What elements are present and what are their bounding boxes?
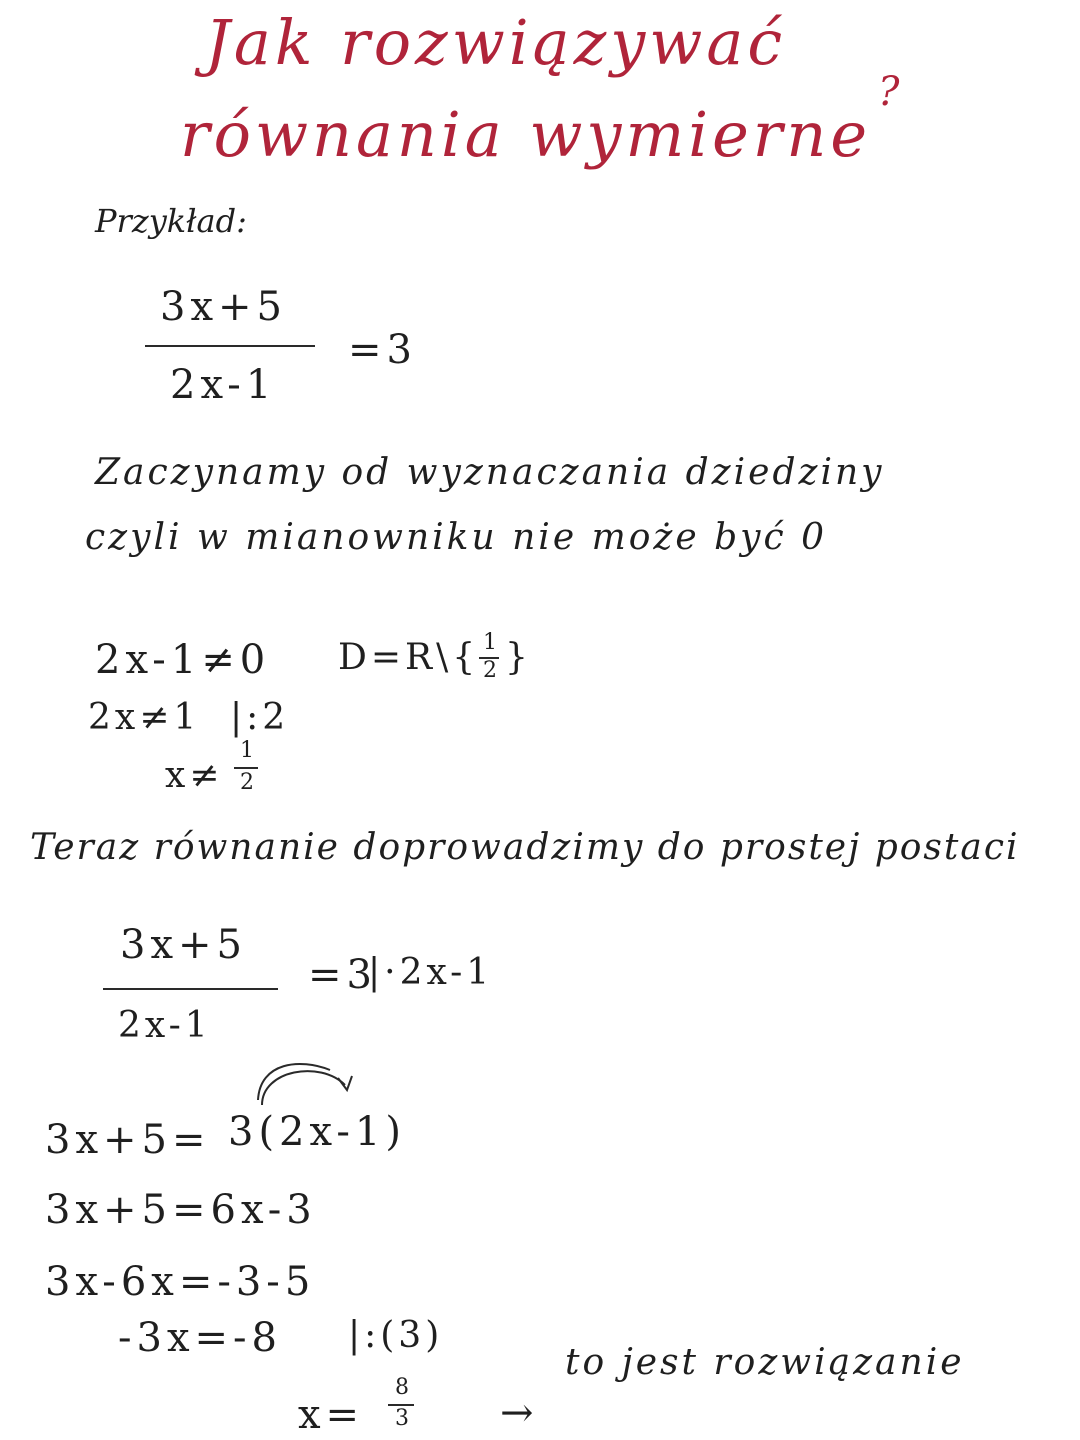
title-question-mark: ? <box>878 69 900 115</box>
domain-set-prefix: D=R\{ <box>338 637 480 678</box>
solution-line-3: 3x-6x=-3-5 <box>45 1259 316 1305</box>
title-line-2: równania wymierne <box>180 98 872 171</box>
domain-set-half-den: 2 <box>483 658 497 683</box>
conclusion-text: to jest rozwiązanie <box>565 1342 965 1383</box>
solution-line-4: -3x=-8 <box>118 1315 283 1361</box>
title-line-1: Jak rozwiązywać <box>205 6 787 79</box>
equation-2-rhs: =3 <box>308 952 377 998</box>
domain-set-half-num: 1 <box>483 630 497 655</box>
paragraph-1-line-1: Zaczynamy od wyznaczania dziedziny <box>95 452 885 493</box>
arrow-icon: → <box>500 1390 539 1436</box>
equation-2-operation: |·2x-1 <box>368 952 494 993</box>
domain-step-2-operation: |:2 <box>230 697 290 738</box>
domain-step-3: x≠ <box>165 755 224 796</box>
equation-2-numerator: 3x+5 <box>120 922 247 968</box>
equation-1-rhs: =3 <box>348 327 417 373</box>
solution-line-4-operation: |:(3) <box>348 1315 444 1356</box>
equation-2-denominator: 2x-1 <box>118 1005 212 1046</box>
domain-step-1: 2x-1≠0 <box>95 637 271 683</box>
result-denominator: 3 <box>395 1406 409 1431</box>
paragraph-1-line-2: czyli w mianowniku nie może być 0 <box>85 517 827 558</box>
domain-step-2: 2x≠1 <box>88 697 201 738</box>
domain-set-close: } <box>505 637 532 678</box>
domain-step-3-half-num: 1 <box>240 738 254 763</box>
equation-1-denominator: 2x-1 <box>170 362 277 408</box>
solution-line-1-lhs: 3x+5= <box>45 1117 211 1163</box>
example-label: Przykład: <box>95 202 247 240</box>
paragraph-2: Teraz równanie doprowadzimy do prostej postaci <box>30 827 1020 868</box>
result-numerator: 8 <box>395 1375 409 1400</box>
solution-line-5: x= <box>298 1392 365 1438</box>
equation-1-numerator: 3x+5 <box>160 284 287 330</box>
solution-line-2: 3x+5=6x-3 <box>45 1187 317 1233</box>
domain-step-3-half-den: 2 <box>240 770 254 795</box>
solution-line-1-rhs: 3(2x-1) <box>228 1109 406 1155</box>
